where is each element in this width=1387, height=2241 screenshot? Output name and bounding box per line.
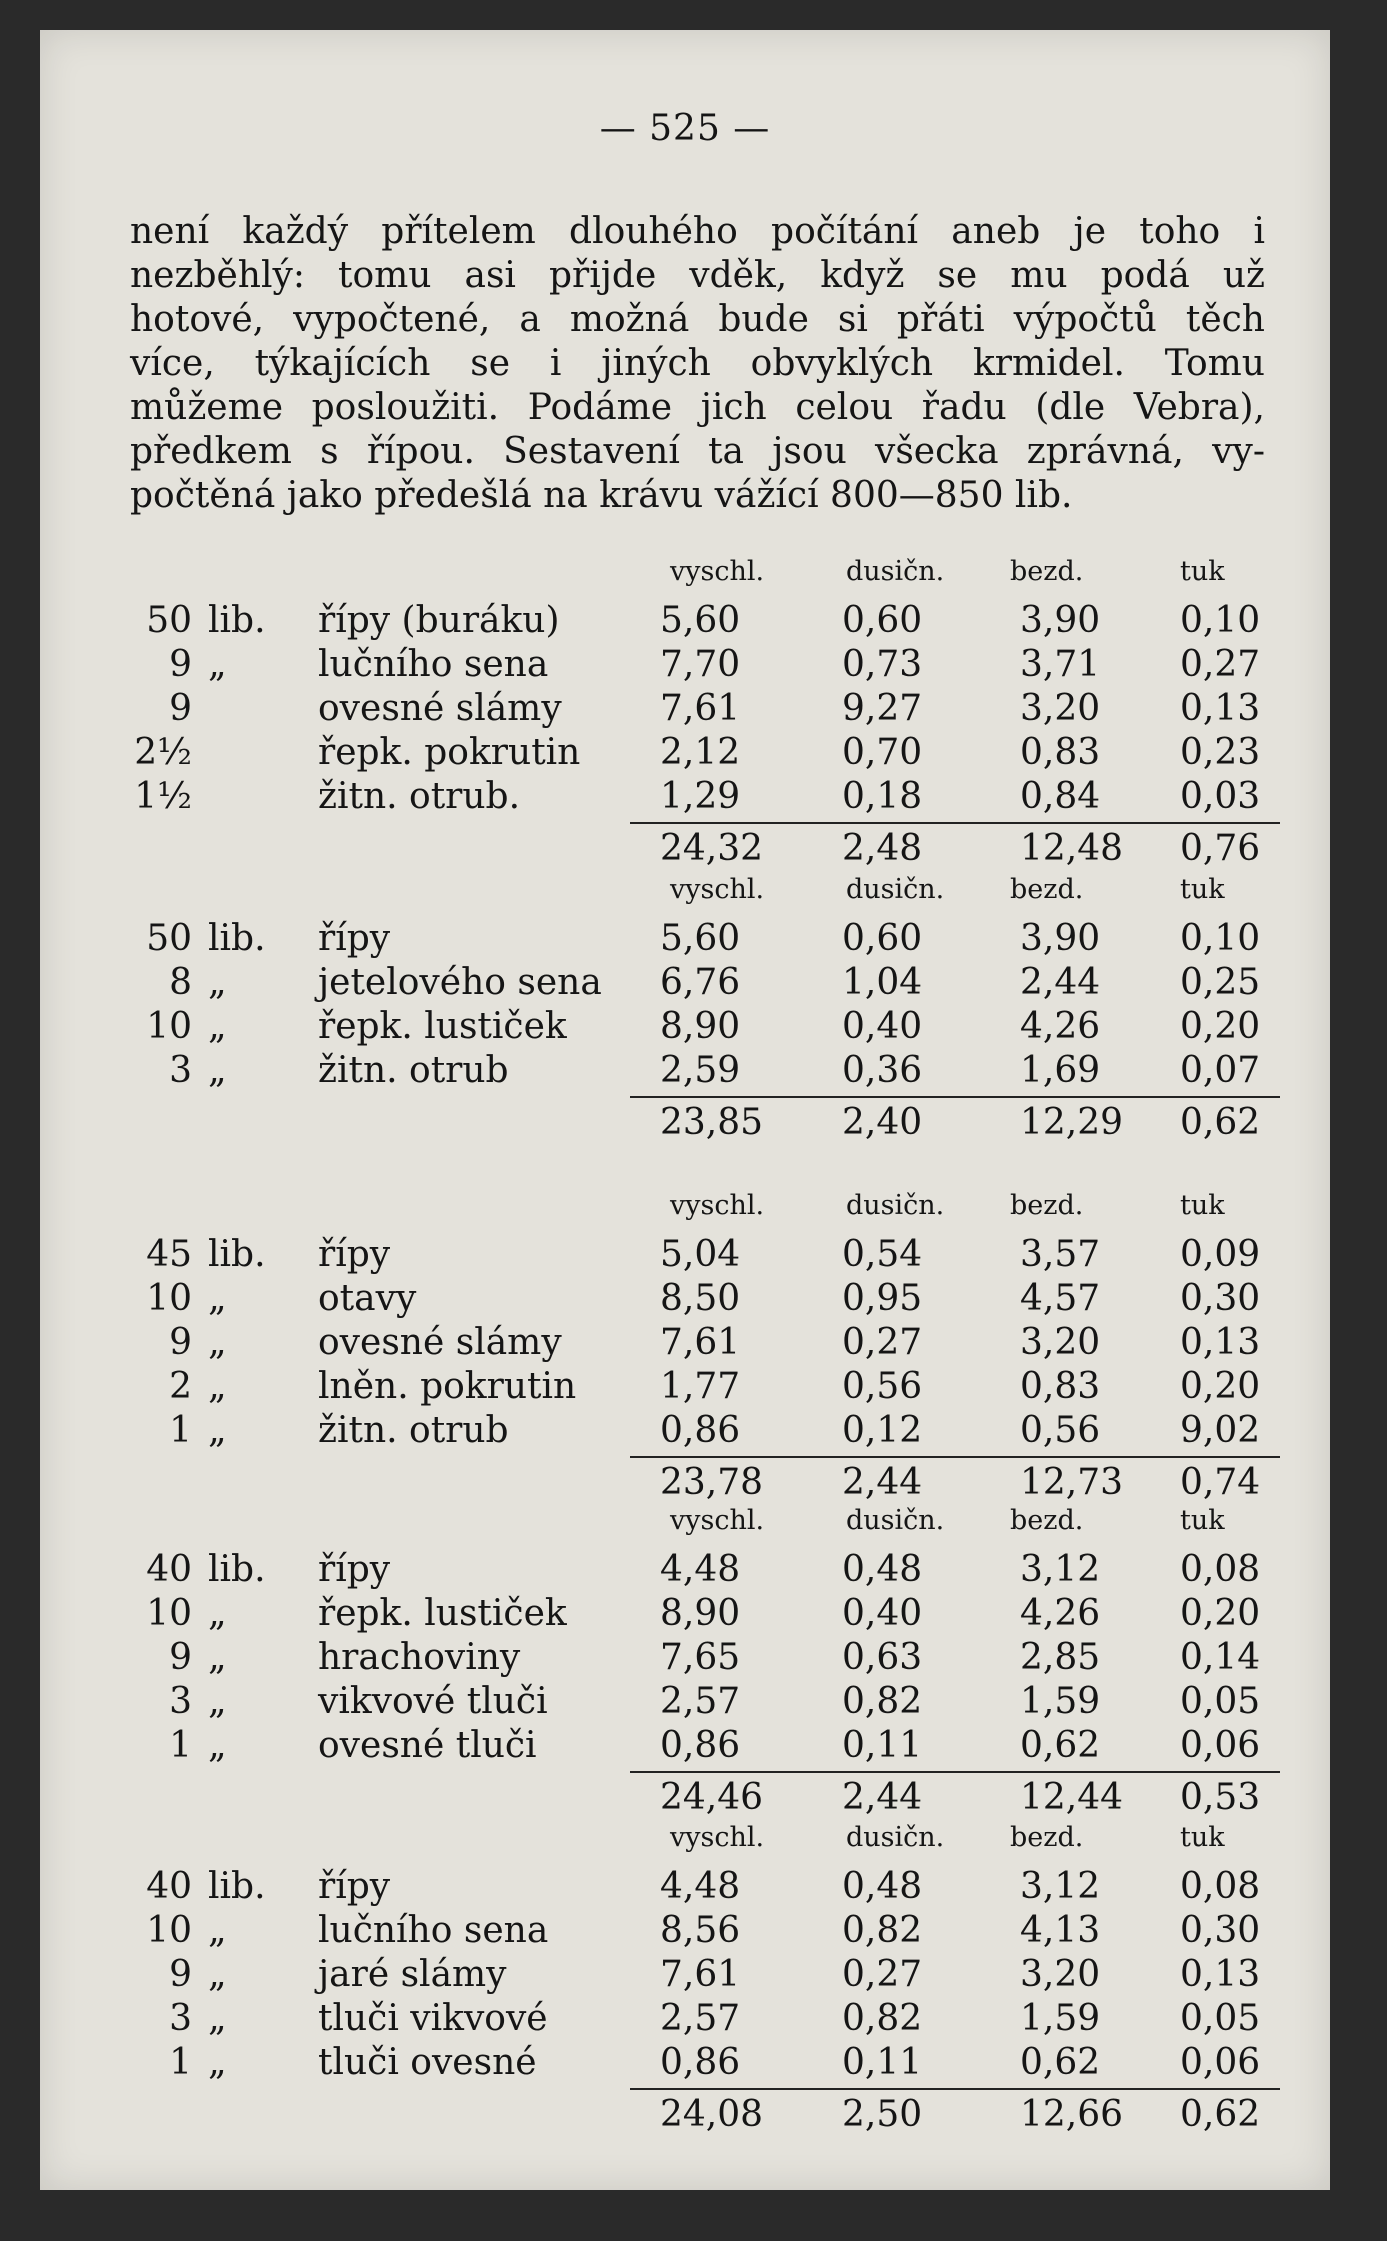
quantity-cell: 1½ — [134, 776, 192, 817]
total-row — [130, 1777, 1280, 1821]
value-cell: 0,48 — [842, 1549, 923, 1590]
value-cell: 0,62 — [1020, 2042, 1101, 2083]
quantity-cell: 9 — [169, 1954, 192, 1995]
table-row — [130, 644, 1280, 688]
table-row — [130, 2042, 1280, 2086]
feed-name-cell: řípy (buráku) — [318, 600, 560, 641]
table-row — [130, 1322, 1280, 1366]
value-cell: 0,06 — [1180, 1725, 1261, 1766]
value-cell: 0,62 — [1020, 1725, 1101, 1766]
total-cell: 12,48 — [1020, 828, 1124, 869]
quantity-cell: 9 — [169, 1322, 192, 1363]
feed-name-cell: vikvové tluči — [318, 1681, 548, 1722]
value-cell: 0,10 — [1180, 600, 1261, 641]
value-cell: 3,12 — [1020, 1866, 1101, 1907]
unit-cell: „ — [208, 1006, 227, 1047]
value-cell: 3,20 — [1020, 1322, 1101, 1363]
quantity-cell: 45 — [146, 1234, 192, 1275]
value-cell: 0,30 — [1180, 1278, 1261, 1319]
quantity-cell: 10 — [146, 1593, 192, 1634]
column-header: tuk — [1180, 556, 1225, 587]
value-cell: 8,50 — [660, 1278, 741, 1319]
value-cell: 7,61 — [660, 1954, 741, 1995]
paragraph-line: nezběhlý: tomu asi přijde vděk, když se mu podá už — [130, 255, 1265, 296]
total-cell: 0,53 — [1180, 1777, 1261, 1818]
table-row — [130, 918, 1280, 962]
unit-cell: „ — [208, 1593, 227, 1634]
value-cell: 0,11 — [842, 2042, 923, 2083]
quantity-cell: 50 — [146, 918, 192, 959]
column-header: tuk — [1180, 1822, 1225, 1853]
table-row — [130, 1006, 1280, 1050]
value-cell: 7,61 — [660, 688, 741, 729]
paragraph-line: hotové, vypočtené, a možná bude si přáti výpočtů těch — [130, 299, 1265, 340]
value-cell: 4,26 — [1020, 1593, 1101, 1634]
value-cell: 0,20 — [1180, 1366, 1261, 1407]
value-cell: 9,27 — [842, 688, 923, 729]
value-cell: 4,48 — [660, 1866, 741, 1907]
unit-cell: „ — [208, 1322, 227, 1363]
column-header: vyschl. — [670, 1822, 765, 1853]
value-cell: 0,27 — [842, 1954, 923, 1995]
total-row — [130, 828, 1280, 872]
value-cell: 0,36 — [842, 1050, 923, 1091]
column-header-row — [130, 1822, 1280, 1866]
table-row — [130, 1954, 1280, 1998]
table-row — [130, 1681, 1280, 1725]
table-row — [130, 688, 1280, 732]
unit-cell: „ — [208, 1725, 227, 1766]
value-cell: 2,85 — [1020, 1637, 1101, 1678]
value-cell: 8,56 — [660, 1910, 741, 1951]
unit-cell: „ — [208, 1637, 227, 1678]
value-cell: 0,56 — [1020, 1410, 1101, 1451]
feed-name-cell: lněn. pokrutin — [318, 1366, 577, 1407]
value-cell: 0,18 — [842, 776, 923, 817]
page-number: — 525 — — [599, 108, 771, 149]
total-cell: 12,73 — [1020, 1462, 1124, 1503]
value-cell: 0,10 — [1180, 918, 1261, 959]
value-cell: 3,57 — [1020, 1234, 1101, 1275]
unit-cell: lib. — [208, 1549, 266, 1590]
column-header: bezd. — [1010, 556, 1084, 587]
value-cell: 5,04 — [660, 1234, 741, 1275]
sum-rule — [630, 822, 1280, 824]
paragraph-line: předkem s řípou. Sestavení ta jsou všecka zprávná, vy- — [130, 431, 1265, 472]
column-header-row — [130, 556, 1280, 600]
value-cell: 4,57 — [1020, 1278, 1101, 1319]
quantity-cell: 2 — [169, 1366, 192, 1407]
total-cell: 12,29 — [1020, 1102, 1124, 1143]
unit-cell: „ — [208, 1910, 227, 1951]
value-cell: 0,86 — [660, 1410, 741, 1451]
unit-cell: lib. — [208, 600, 266, 641]
total-row — [130, 2094, 1280, 2138]
value-cell: 0,56 — [842, 1366, 923, 1407]
column-header: tuk — [1180, 1190, 1225, 1221]
unit-cell: „ — [208, 1998, 227, 2039]
value-cell: 5,60 — [660, 600, 741, 641]
total-cell: 0,76 — [1180, 828, 1261, 869]
feed-name-cell: žitn. otrub. — [318, 776, 521, 817]
quantity-cell: 40 — [146, 1866, 192, 1907]
unit-cell: „ — [208, 2042, 227, 2083]
column-header: tuk — [1180, 874, 1225, 905]
value-cell: 0,13 — [1180, 1954, 1261, 1995]
unit-cell: lib. — [208, 1234, 266, 1275]
value-cell: 1,77 — [660, 1366, 741, 1407]
total-cell: 12,44 — [1020, 1777, 1124, 1818]
value-cell: 2,59 — [660, 1050, 741, 1091]
value-cell: 0,40 — [842, 1006, 923, 1047]
table-row — [130, 1866, 1280, 1910]
sum-rule — [630, 2088, 1280, 2090]
feed-name-cell: tluči ovesné — [318, 2042, 537, 2083]
table-row — [130, 1549, 1280, 1593]
unit-cell: „ — [208, 644, 227, 685]
feed-name-cell: ovesné tluči — [318, 1725, 537, 1766]
value-cell: 0,08 — [1180, 1549, 1261, 1590]
value-cell: 0,27 — [842, 1322, 923, 1363]
value-cell: 9,02 — [1180, 1410, 1261, 1451]
column-header: dusičn. — [846, 1822, 945, 1853]
value-cell: 2,57 — [660, 1998, 741, 2039]
column-header: dusičn. — [846, 874, 945, 905]
feed-name-cell: řípy — [318, 918, 391, 959]
paragraph-line: více, týkajících se i jiných obvyklých krmidel. Tomu — [130, 343, 1265, 384]
value-cell: 0,60 — [842, 600, 923, 641]
value-cell: 0,23 — [1180, 732, 1261, 773]
feed-name-cell: žitn. otrub — [318, 1050, 509, 1091]
total-cell: 23,78 — [660, 1462, 764, 1503]
value-cell: 0,06 — [1180, 2042, 1261, 2083]
table-row — [130, 600, 1280, 644]
column-header: bezd. — [1010, 1505, 1084, 1536]
value-cell: 0,14 — [1180, 1637, 1261, 1678]
total-cell: 2,48 — [842, 828, 923, 869]
feed-name-cell: žitn. otrub — [318, 1410, 509, 1451]
feed-name-cell: hrachoviny — [318, 1637, 521, 1678]
total-cell: 2,50 — [842, 2094, 923, 2135]
unit-cell: lib. — [208, 918, 266, 959]
value-cell: 0,11 — [842, 1725, 923, 1766]
value-cell: 0,20 — [1180, 1006, 1261, 1047]
total-cell: 2,40 — [842, 1102, 923, 1143]
sum-rule — [630, 1771, 1280, 1773]
unit-cell: „ — [208, 1410, 227, 1451]
value-cell: 3,90 — [1020, 918, 1101, 959]
table-row — [130, 1910, 1280, 1954]
feed-name-cell: jetelového sena — [318, 962, 602, 1003]
feed-name-cell: řípy — [318, 1866, 391, 1907]
value-cell: 5,60 — [660, 918, 741, 959]
value-cell: 0,40 — [842, 1593, 923, 1634]
column-header: vyschl. — [670, 556, 765, 587]
value-cell: 4,26 — [1020, 1006, 1101, 1047]
table-row — [130, 732, 1280, 776]
feed-name-cell: ovesné slámy — [318, 688, 562, 729]
value-cell: 1,59 — [1020, 1681, 1101, 1722]
quantity-cell: 3 — [169, 1998, 192, 2039]
feed-name-cell: řípy — [318, 1234, 391, 1275]
value-cell: 0,82 — [842, 1998, 923, 2039]
unit-cell: lib. — [208, 1866, 266, 1907]
value-cell: 0,95 — [842, 1278, 923, 1319]
unit-cell: „ — [208, 1681, 227, 1722]
unit-cell: „ — [208, 962, 227, 1003]
value-cell: 4,48 — [660, 1549, 741, 1590]
value-cell: 0,05 — [1180, 1998, 1261, 2039]
value-cell: 0,54 — [842, 1234, 923, 1275]
value-cell: 8,90 — [660, 1006, 741, 1047]
quantity-cell: 10 — [146, 1006, 192, 1047]
value-cell: 3,20 — [1020, 1954, 1101, 1995]
column-header: bezd. — [1010, 874, 1084, 905]
value-cell: 0,12 — [842, 1410, 923, 1451]
value-cell: 0,30 — [1180, 1910, 1261, 1951]
total-row — [130, 1102, 1280, 1146]
paragraph-line: počtěná jako předešlá na krávu vážící 800—850 lib. — [130, 475, 1073, 516]
quantity-cell: 10 — [146, 1910, 192, 1951]
value-cell: 0,05 — [1180, 1681, 1261, 1722]
value-cell: 7,65 — [660, 1637, 741, 1678]
table-row — [130, 1637, 1280, 1681]
quantity-cell: 50 — [146, 600, 192, 641]
value-cell: 0,48 — [842, 1866, 923, 1907]
table-row — [130, 1366, 1280, 1410]
total-row — [130, 1462, 1280, 1506]
intro-paragraph — [130, 210, 1265, 518]
sum-rule — [630, 1096, 1280, 1098]
total-cell: 2,44 — [842, 1462, 923, 1503]
value-cell: 6,76 — [660, 962, 741, 1003]
value-cell: 2,12 — [660, 732, 741, 773]
feed-name-cell: otavy — [318, 1278, 417, 1319]
unit-cell: „ — [208, 1050, 227, 1091]
value-cell: 0,86 — [660, 2042, 741, 2083]
paragraph-line: můžeme posloužiti. Podáme jich celou řadu (dle Vebra), — [130, 387, 1265, 428]
unit-cell: „ — [208, 1954, 227, 1995]
column-header: bezd. — [1010, 1822, 1084, 1853]
value-cell: 0,09 — [1180, 1234, 1261, 1275]
total-cell: 12,66 — [1020, 2094, 1124, 2135]
total-cell: 0,74 — [1180, 1462, 1261, 1503]
feed-name-cell: ovesné slámy — [318, 1322, 562, 1363]
quantity-cell: 3 — [169, 1681, 192, 1722]
value-cell: 8,90 — [660, 1593, 741, 1634]
total-cell: 0,62 — [1180, 2094, 1261, 2135]
value-cell: 0,60 — [842, 918, 923, 959]
value-cell: 2,44 — [1020, 962, 1101, 1003]
value-cell: 0,13 — [1180, 1322, 1261, 1363]
column-header: tuk — [1180, 1505, 1225, 1536]
value-cell: 0,83 — [1020, 1366, 1101, 1407]
table-row — [130, 1050, 1280, 1094]
quantity-cell: 2½ — [134, 732, 192, 773]
value-cell: 0,82 — [842, 1681, 923, 1722]
value-cell: 0,08 — [1180, 1866, 1261, 1907]
value-cell: 0,73 — [842, 644, 923, 685]
column-header: vyschl. — [670, 1505, 765, 1536]
table-row — [130, 1410, 1280, 1454]
quantity-cell: 10 — [146, 1278, 192, 1319]
value-cell: 1,04 — [842, 962, 923, 1003]
column-header-row — [130, 1505, 1280, 1549]
table-row — [130, 1998, 1280, 2042]
quantity-cell: 1 — [169, 1725, 192, 1766]
quantity-cell: 1 — [169, 2042, 192, 2083]
column-header: bezd. — [1010, 1190, 1084, 1221]
value-cell: 3,20 — [1020, 688, 1101, 729]
quantity-cell: 1 — [169, 1410, 192, 1451]
paragraph-line: není každý přítelem dlouhého počítání aneb je toho i — [130, 211, 1265, 252]
feed-name-cell: řípy — [318, 1549, 391, 1590]
table-row — [130, 776, 1280, 820]
feed-name-cell: lučního sena — [318, 644, 549, 685]
value-cell: 0,86 — [660, 1725, 741, 1766]
value-cell: 2,57 — [660, 1681, 741, 1722]
column-header: dusičn. — [846, 1190, 945, 1221]
value-cell: 0,25 — [1180, 962, 1261, 1003]
value-cell: 0,20 — [1180, 1593, 1261, 1634]
quantity-cell: 9 — [169, 1637, 192, 1678]
table-row — [130, 1278, 1280, 1322]
feed-name-cell: lučního sena — [318, 1910, 549, 1951]
value-cell: 0,63 — [842, 1637, 923, 1678]
table-row — [130, 962, 1280, 1006]
unit-cell: „ — [208, 1366, 227, 1407]
column-header: dusičn. — [846, 556, 945, 587]
column-header: vyschl. — [670, 874, 765, 905]
value-cell: 3,90 — [1020, 600, 1101, 641]
total-cell: 24,08 — [660, 2094, 764, 2135]
value-cell: 0,07 — [1180, 1050, 1261, 1091]
table-row — [130, 1234, 1280, 1278]
total-cell: 0,62 — [1180, 1102, 1261, 1143]
value-cell: 3,71 — [1020, 644, 1101, 685]
feed-name-cell: tluči vikvové — [318, 1998, 548, 2039]
sum-rule — [630, 1456, 1280, 1458]
column-header: vyschl. — [670, 1190, 765, 1221]
value-cell: 0,70 — [842, 732, 923, 773]
feed-name-cell: řepk. lustiček — [318, 1006, 567, 1047]
value-cell: 4,13 — [1020, 1910, 1101, 1951]
value-cell: 0,84 — [1020, 776, 1101, 817]
feed-name-cell: řepk. pokrutin — [318, 732, 581, 773]
value-cell: 0,13 — [1180, 688, 1261, 729]
value-cell: 7,61 — [660, 1322, 741, 1363]
value-cell: 0,03 — [1180, 776, 1261, 817]
value-cell: 0,82 — [842, 1910, 923, 1951]
value-cell: 7,70 — [660, 644, 741, 685]
value-cell: 0,27 — [1180, 644, 1261, 685]
total-cell: 24,46 — [660, 1777, 764, 1818]
quantity-cell: 9 — [169, 644, 192, 685]
value-cell: 3,12 — [1020, 1549, 1101, 1590]
book-page — [40, 30, 1330, 2190]
quantity-cell: 9 — [169, 688, 192, 729]
table-row — [130, 1725, 1280, 1769]
unit-cell: „ — [208, 1278, 227, 1319]
value-cell: 1,69 — [1020, 1050, 1101, 1091]
feed-name-cell: řepk. lustiček — [318, 1593, 567, 1634]
total-cell: 24,32 — [660, 828, 764, 869]
feed-name-cell: jaré slámy — [318, 1954, 507, 1995]
column-header-row — [130, 1190, 1280, 1234]
quantity-cell: 3 — [169, 1050, 192, 1091]
value-cell: 1,29 — [660, 776, 741, 817]
table-row — [130, 1593, 1280, 1637]
quantity-cell: 8 — [169, 962, 192, 1003]
total-cell: 23,85 — [660, 1102, 764, 1143]
total-cell: 2,44 — [842, 1777, 923, 1818]
value-cell: 0,83 — [1020, 732, 1101, 773]
column-header: dusičn. — [846, 1505, 945, 1536]
quantity-cell: 40 — [146, 1549, 192, 1590]
value-cell: 1,59 — [1020, 1998, 1101, 2039]
column-header-row — [130, 874, 1280, 918]
